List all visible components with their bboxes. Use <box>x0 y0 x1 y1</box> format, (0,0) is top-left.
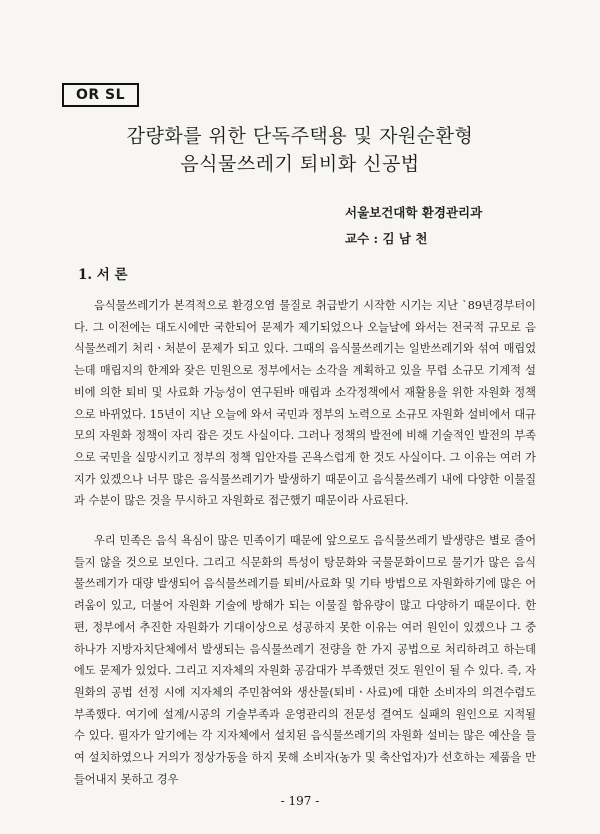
session-tag: OR SL <box>62 83 139 107</box>
author-affiliation: 서울보건대학 환경관리과 <box>345 205 483 220</box>
section-heading: 1. 서 론 <box>78 267 128 283</box>
body-paragraph-2: 우리 민족은 음식 욕심이 많은 민족이기 때문에 앞으로도 음식물쓰레기 발생량은 별로 줄어들지 않을 것으로 보인다. 그리고 식문화의 특성이 탕문화와 국물문화이므로 물기가 많은 음식물쓰레기가 대량 발생되어 음식물쓰레기를 퇴비/사료화 및 기타 방법으로 자원화하기에 많은 어려움이 있고, 더불어 자원화 기술에 방해가 되는 이물질 함유량이 많고 다양하기 때문이다. 한편, 정부에서 추진한 자원화가 기대이상으로 성공하지 못한 이유는 여러 원인이 있겠으나 그 중 하나가 지방자치단체에서 발생되는 음식물쓰레기 전량을 한 가지 공법으로 처리하려고 하는데에도 문제가 있었다. 그리고 지자체의 자원화 공감대가 부족했던 것도 원인이 될 수 있다. 즉, 자원화의 공법 선정 시에 지자체의 주민참여와 생산물(퇴비ㆍ사료)에 대한 소비자의 의견수렴도 부족했다. 여기에 설계/시공의 기술부족과 운영관리의 전문성 결여도 실패의 원인으로 지적될 수 있다. 필자가 알기에는 각 지자체에서 설치된 음식물쓰레기의 자원화 설비는 많은 예산을 들여 설치하였으나 거의가 정상가동을 하지 못해 소비자(농가 및 축산업자)가 선호하는 제품을 만들어내지 못하고 경우 <box>74 534 536 786</box>
page-number: - 197 - <box>280 794 320 808</box>
author-name: 교수 : 김 남 천 <box>345 231 428 246</box>
title-line-1: 감량화를 위한 단독주택용 및 자원순환형 <box>126 125 474 147</box>
title-line-2: 음식물쓰레기 퇴비화 신공법 <box>180 153 420 175</box>
body-paragraph-1: 음식물쓰레기가 본격적으로 환경오염 물질로 취급받기 시작한 시기는 지난 `89년경부터이다. 그 이전에는 대도시에만 국한되어 문제가 제기되었으나 오늘날에 와서는 전국적 규모로 음식물쓰레기 처리ㆍ처분이 문제가 되고 있다. 그때의 음식물쓰레기는 일반쓰레기와 섞여 매립었는데 매립지의 한계와 잦은 민원으로 정부에서는 소각을 계획하고 있을 무렵 소규모 기계적 설비에 의한 퇴비 및 사료화 가능성이 연구된바 매립과 소각정책에서 재활용을 위한 자원화 정책으로 바뀌었다. 15년이 지난 오늘에 와서 국민과 정부의 노력으로 소규모 자원화 설비에서 대규모의 자원화 정책이 자리 잡은 것도 사실이다. 그러나 정책의 발전에 비해 기술적인 발전의 부족으로 국민을 실망시키고 정부의 정책 입안자를 곤욕스럽게 한 것도 사실이다. 그 이유는 여러 가지가 있겠으나 너무 많은 음식물쓰레기가 발생하기 때문이고 음식물쓰레기 내에 다양한 이물질과 수분이 많은 것을 무시하고 자원화로 접근했기 때문이라 사료된다. <box>74 299 536 508</box>
